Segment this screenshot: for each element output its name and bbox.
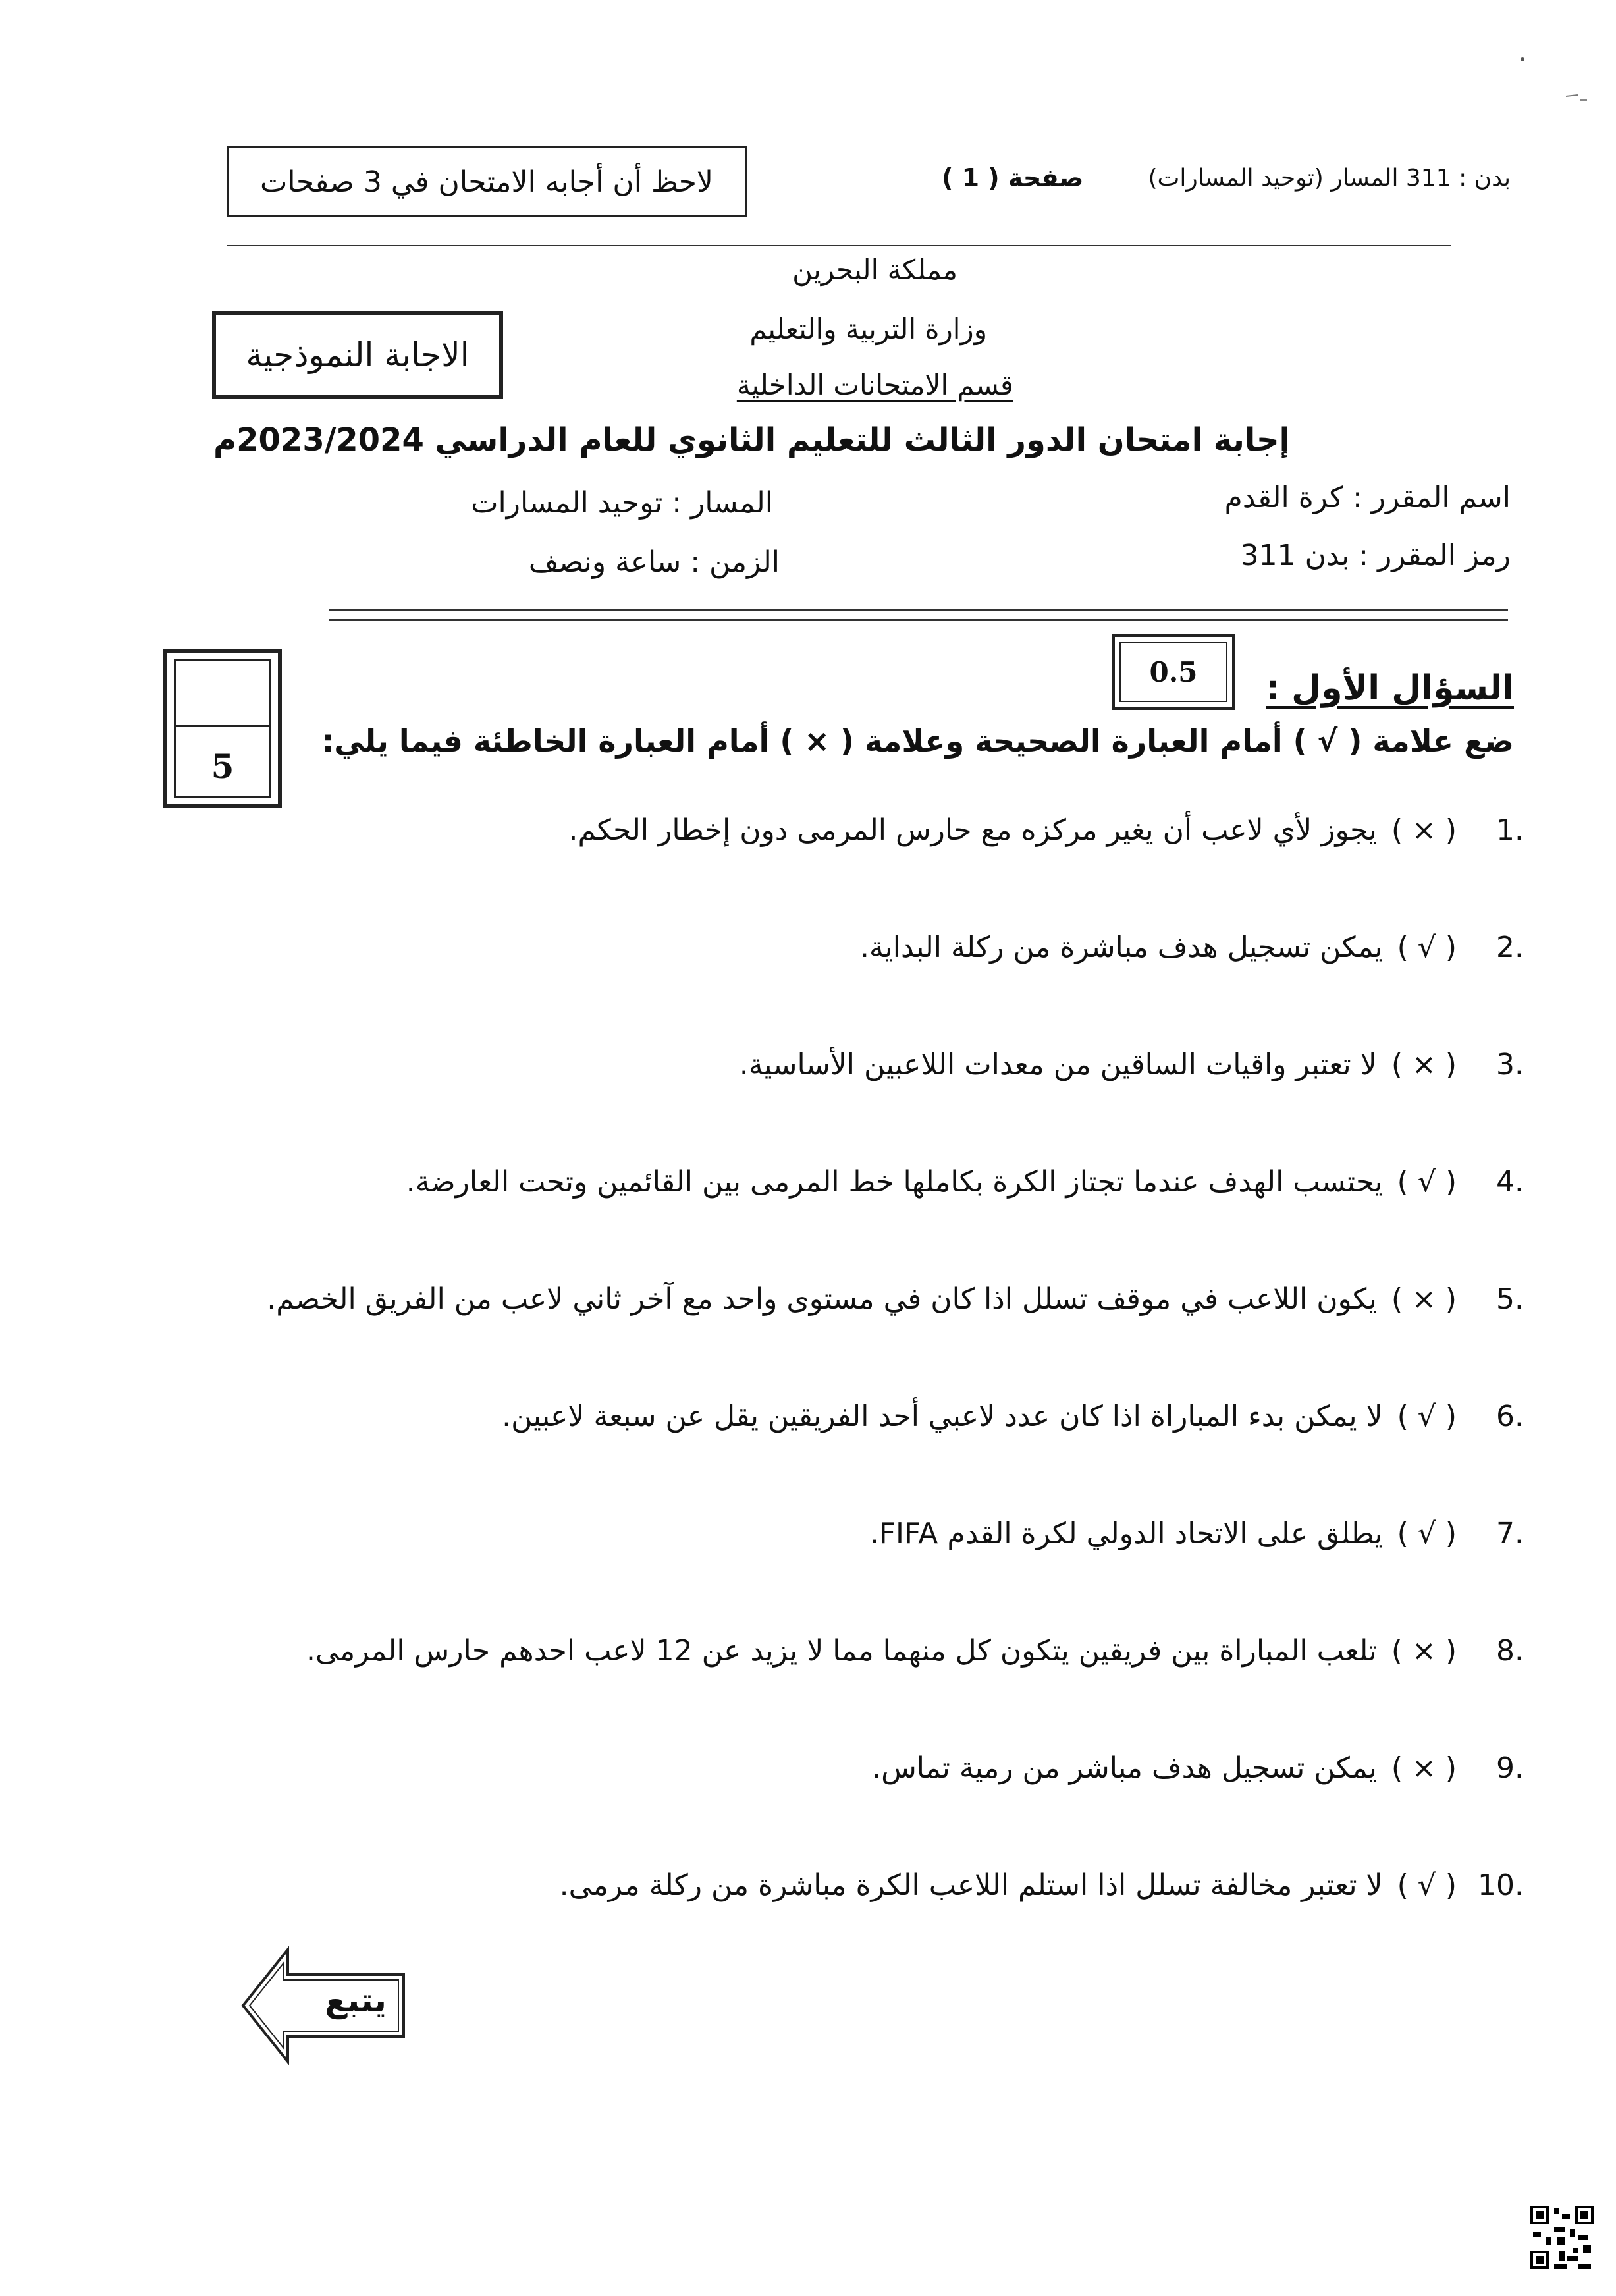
item-answer-mark: ( √ ) xyxy=(1397,1165,1457,1199)
page-number: صفحة ( 1 ) xyxy=(942,163,1084,192)
item-answer-mark: ( √ ) xyxy=(1397,1869,1457,1902)
pages-note-text: لاحظ أن أجابه الامتحان في 3 صفحات xyxy=(259,165,714,199)
item-text: لا يمكن بدء المباراة اذا كان عدد لاعبي أحد الفريقين يقل عن سبعة لاعبين. xyxy=(502,1400,1383,1433)
list-item xyxy=(167,931,1524,1048)
score-box-divider xyxy=(176,725,269,727)
item-answer-mark: ( × ) xyxy=(1391,1282,1457,1316)
item-text: يحتسب الهدف عندما تجتاز الكرة بكاملها خط المرمى بين القائمين وتحت العارضة. xyxy=(406,1165,1383,1199)
question-title: السؤال الأول : xyxy=(1266,669,1514,708)
pages-note-box xyxy=(227,146,747,217)
item-text: يمكن تسجيل هدف مباشرة من ركلة البداية. xyxy=(859,931,1383,964)
list-item xyxy=(167,1400,1524,1517)
list-item xyxy=(167,1634,1524,1751)
item-text: يجوز لأي لاعب أن يغير مركزه مع حارس المرمى دون إخطار الحكم. xyxy=(568,813,1377,847)
total-score: 5 xyxy=(211,747,234,786)
scan-specks xyxy=(1515,40,1594,119)
ministry-name: وزارة التربية والتعليم xyxy=(749,313,987,345)
item-answer-mark: ( × ) xyxy=(1391,813,1457,847)
course-code-header: بدن : 311 المسار (توحيد المسارات) xyxy=(1148,165,1511,192)
exam-duration: الزمن : ساعة ونصف xyxy=(528,545,780,579)
item-text: لا تعتبر مخالفة تسلل اذا استلم اللاعب الكرة مباشرة من ركلة مرمى. xyxy=(559,1869,1383,1902)
item-number: .7 xyxy=(1496,1517,1524,1550)
item-text: يطلق على الاتحاد الدولي لكرة القدم FIFA. xyxy=(869,1517,1383,1550)
item-text: يمكن تسجيل هدف مباشر من رمية تماس. xyxy=(872,1751,1377,1785)
qr-code-icon xyxy=(1528,2203,1596,2272)
continue-label: يتبع xyxy=(325,1981,387,2019)
item-number: .8 xyxy=(1496,1634,1524,1668)
item-answer-mark: ( × ) xyxy=(1391,1751,1457,1785)
item-answer-mark: ( √ ) xyxy=(1397,1400,1457,1433)
course-name: اسم المقرر : كرة القدم xyxy=(1224,481,1511,514)
item-number: .6 xyxy=(1496,1400,1524,1433)
item-answer-mark: ( × ) xyxy=(1391,1048,1457,1081)
model-answer-label: الاجابة النموذجية xyxy=(246,336,470,374)
list-item xyxy=(167,1048,1524,1165)
double-divider-top xyxy=(329,609,1508,611)
item-text: لا تعتبر واقيات الساقين من معدات اللاعبين الأساسية. xyxy=(739,1048,1377,1081)
item-text: تلعب المباراة بين فريقين يتكون كل منهما مما لا يزيد عن 12 لاعب احدهم حارس المرمى. xyxy=(306,1634,1377,1668)
score-box xyxy=(163,649,282,808)
list-item xyxy=(167,1751,1524,1869)
course-code: رمز المقرر : بدن 311 xyxy=(1240,539,1511,572)
item-number: .1 xyxy=(1496,813,1524,847)
item-text: يكون اللاعب في موقف تسلل اذا كان في مستوى واحد مع آخر ثاني لاعب من الفريق الخصم. xyxy=(267,1282,1377,1316)
list-item xyxy=(167,1517,1524,1634)
score-box-inner xyxy=(174,659,271,798)
item-number: .10 xyxy=(1478,1869,1524,1902)
track: المسار : توحيد المسارات xyxy=(471,486,773,520)
question-instruction: ضع علامة ( √ ) أمام العبارة الصحيحة وعلامة ( × ) أمام العبارة الخاطئة فيما يلي: xyxy=(321,723,1514,759)
list-item xyxy=(167,1165,1524,1282)
section-name: قسم الامتحانات الداخلية xyxy=(736,369,1013,401)
mark-per-item-box xyxy=(1112,634,1235,710)
item-number: .9 xyxy=(1496,1751,1524,1785)
model-answer-box xyxy=(212,311,503,399)
double-divider-bottom xyxy=(329,619,1508,621)
item-answer-mark: ( √ ) xyxy=(1397,1517,1457,1550)
mark-per-item: 0.5 xyxy=(1119,642,1227,702)
item-number: .2 xyxy=(1496,931,1524,964)
kingdom-name: مملكة البحرين xyxy=(792,254,957,286)
continue-indicator xyxy=(240,1943,412,2068)
list-item xyxy=(167,813,1524,931)
item-number: .3 xyxy=(1496,1048,1524,1081)
list-item xyxy=(167,1282,1524,1400)
header-divider xyxy=(227,245,1451,246)
item-answer-mark: ( × ) xyxy=(1391,1634,1457,1668)
item-answer-mark: ( √ ) xyxy=(1397,931,1457,964)
exam-title: إجابة امتحان الدور الثالث للتعليم الثانوي للعام الدراسي 2023/2024م xyxy=(213,422,1290,458)
item-number: .5 xyxy=(1496,1282,1524,1316)
item-number: .4 xyxy=(1496,1165,1524,1199)
question-items xyxy=(167,813,1524,1986)
